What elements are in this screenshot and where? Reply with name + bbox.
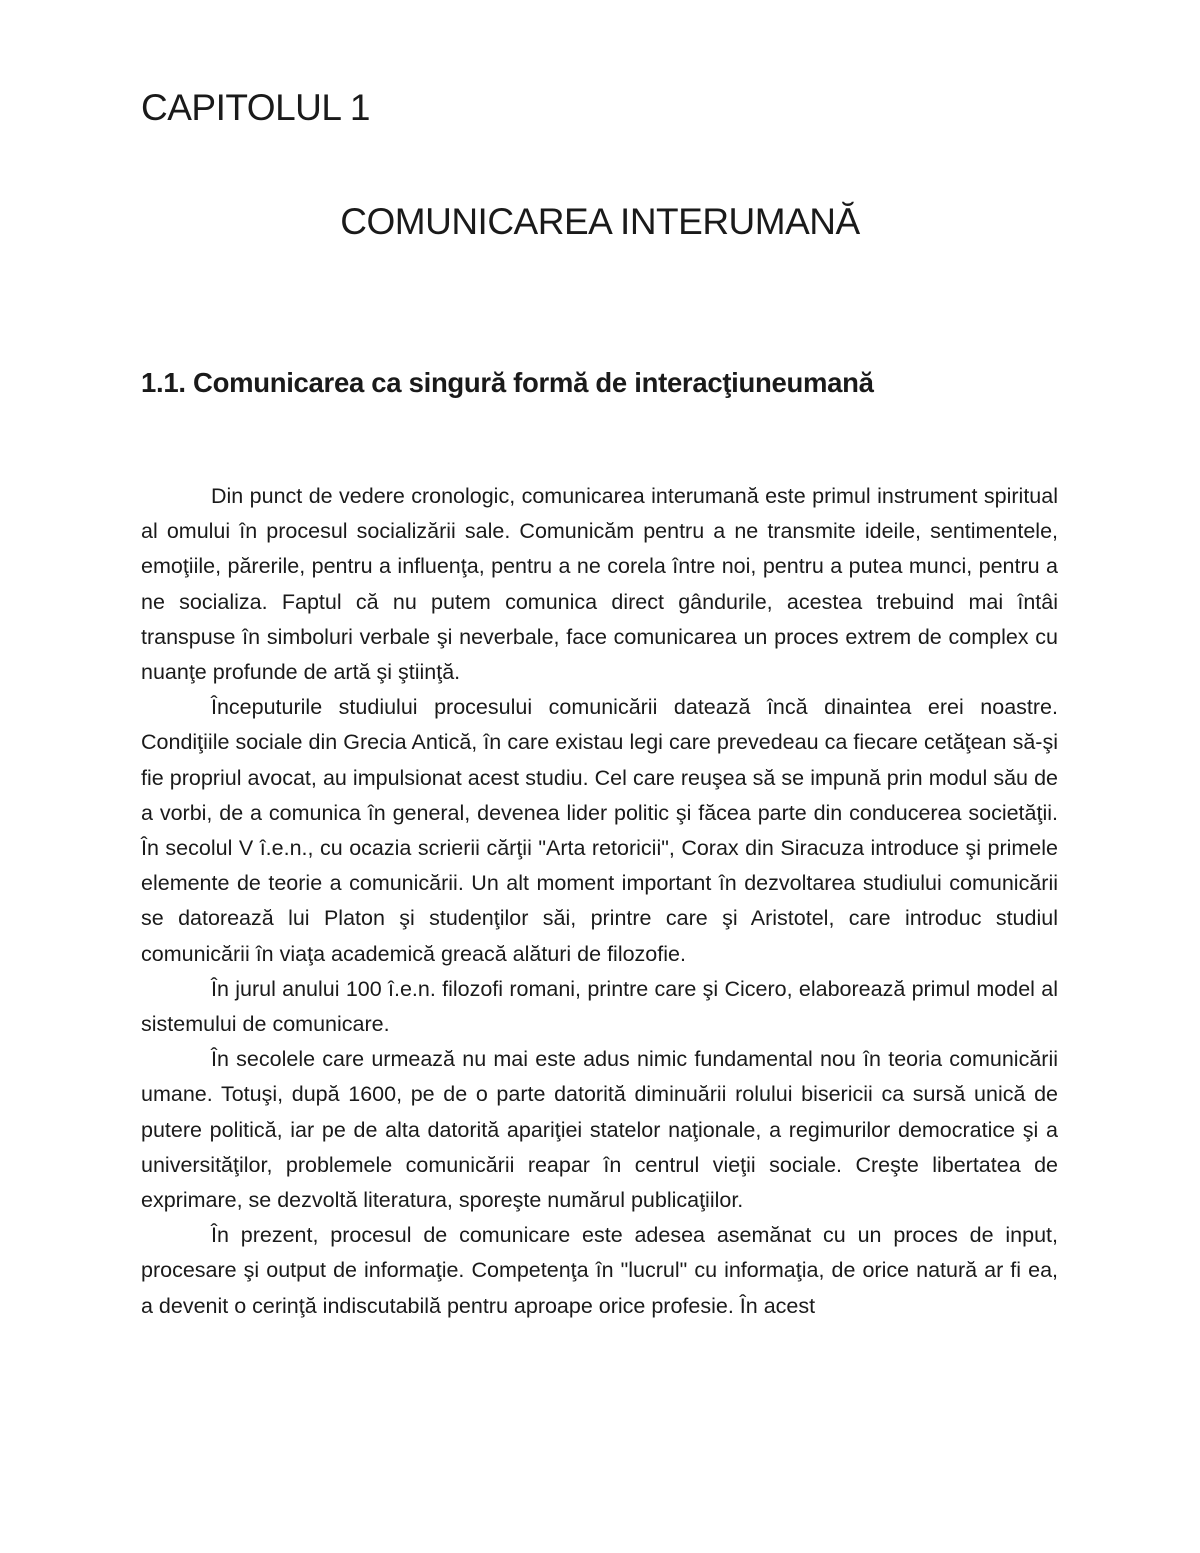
paragraph: În prezent, procesul de comunicare este adesea asemănat cu un proces de input, procesare şi output de informaţie. Competenţa în "lucrul" cu informaţia, de orice natură ar fi ea, a devenit o cerinţă indiscutabilă pentru aproape orice profesie. În acest [141,1223,1058,1318]
chapter-title: COMUNICAREA INTERUMANĂ [340,201,860,242]
paragraph: În jurul anului 100 î.e.n. filozofi romani, printre care şi Cicero, elaborează primul model al sistemului de comunicare. [141,976,1058,1037]
chapter-label: CAPITOLUL 1 [141,87,370,128]
paragraph: Din punct de vedere cronologic, comunicarea interumană este primul instrument spiritual al omului în procesul socializării sale. Comunicăm pentru a ne transmite ideile, sentimentele, emoţiile, părerile, pentru a influenţa, pentru a ne corela între noi, pentru a putea munci, pentru a ne socializa. Faptul că nu putem comunica direct gândurile, acestea trebuind mai întâi transpuse în simboluri verbale şi neverbale, face comunicarea un proces extrem de complex cu nuanţe profunde de artă şi ştiinţă. [141,484,1058,685]
section-heading: 1.1. Comunicarea ca singură formă de interacţiuneumană [141,367,874,398]
paragraph: Începuturile studiului procesului comunicării datează încă dinaintea erei noastre. Condiţiile sociale din Grecia Antică, în care existau legi care prevedeau ca fiecare cetăţean să-şi fie propriul avocat, au impulsionat acest studiu. Cel care reuşea să se impună prin modul său de a vorbi, de a comunica în general, devenea lider politic şi făcea parte din conducerea societăţii. În secolul V î.e.n., cu ocazia scrierii cărţii "Arta retoricii", Corax din Siracuza introduce şi primele elemente de teorie a comunicării. Un alt moment important în dezvoltarea studiului comunicării se datorează lui Platon şi studenţilor săi, printre care şi Aristotel, care introduc studiul comunicării în viaţa academică greacă alături de filozofie. [141,695,1058,966]
body-text [141,479,1058,1324]
paragraph: În secolele care urmează nu mai este adus nimic fundamental nou în teoria comunicării umane. Totuşi, după 1600, pe de o parte datorită diminuării rolului bisericii ca sursă unică de putere politică, iar pe de alta datorită apariţiei statelor naţionale, a regimurilor democratice şi a universităţilor, problemele comunicării reapar în centrul vieţii sociale. Creşte libertatea de exprimare, se dezvoltă literatura, sporeşte numărul publicaţiilor. [141,1047,1058,1213]
